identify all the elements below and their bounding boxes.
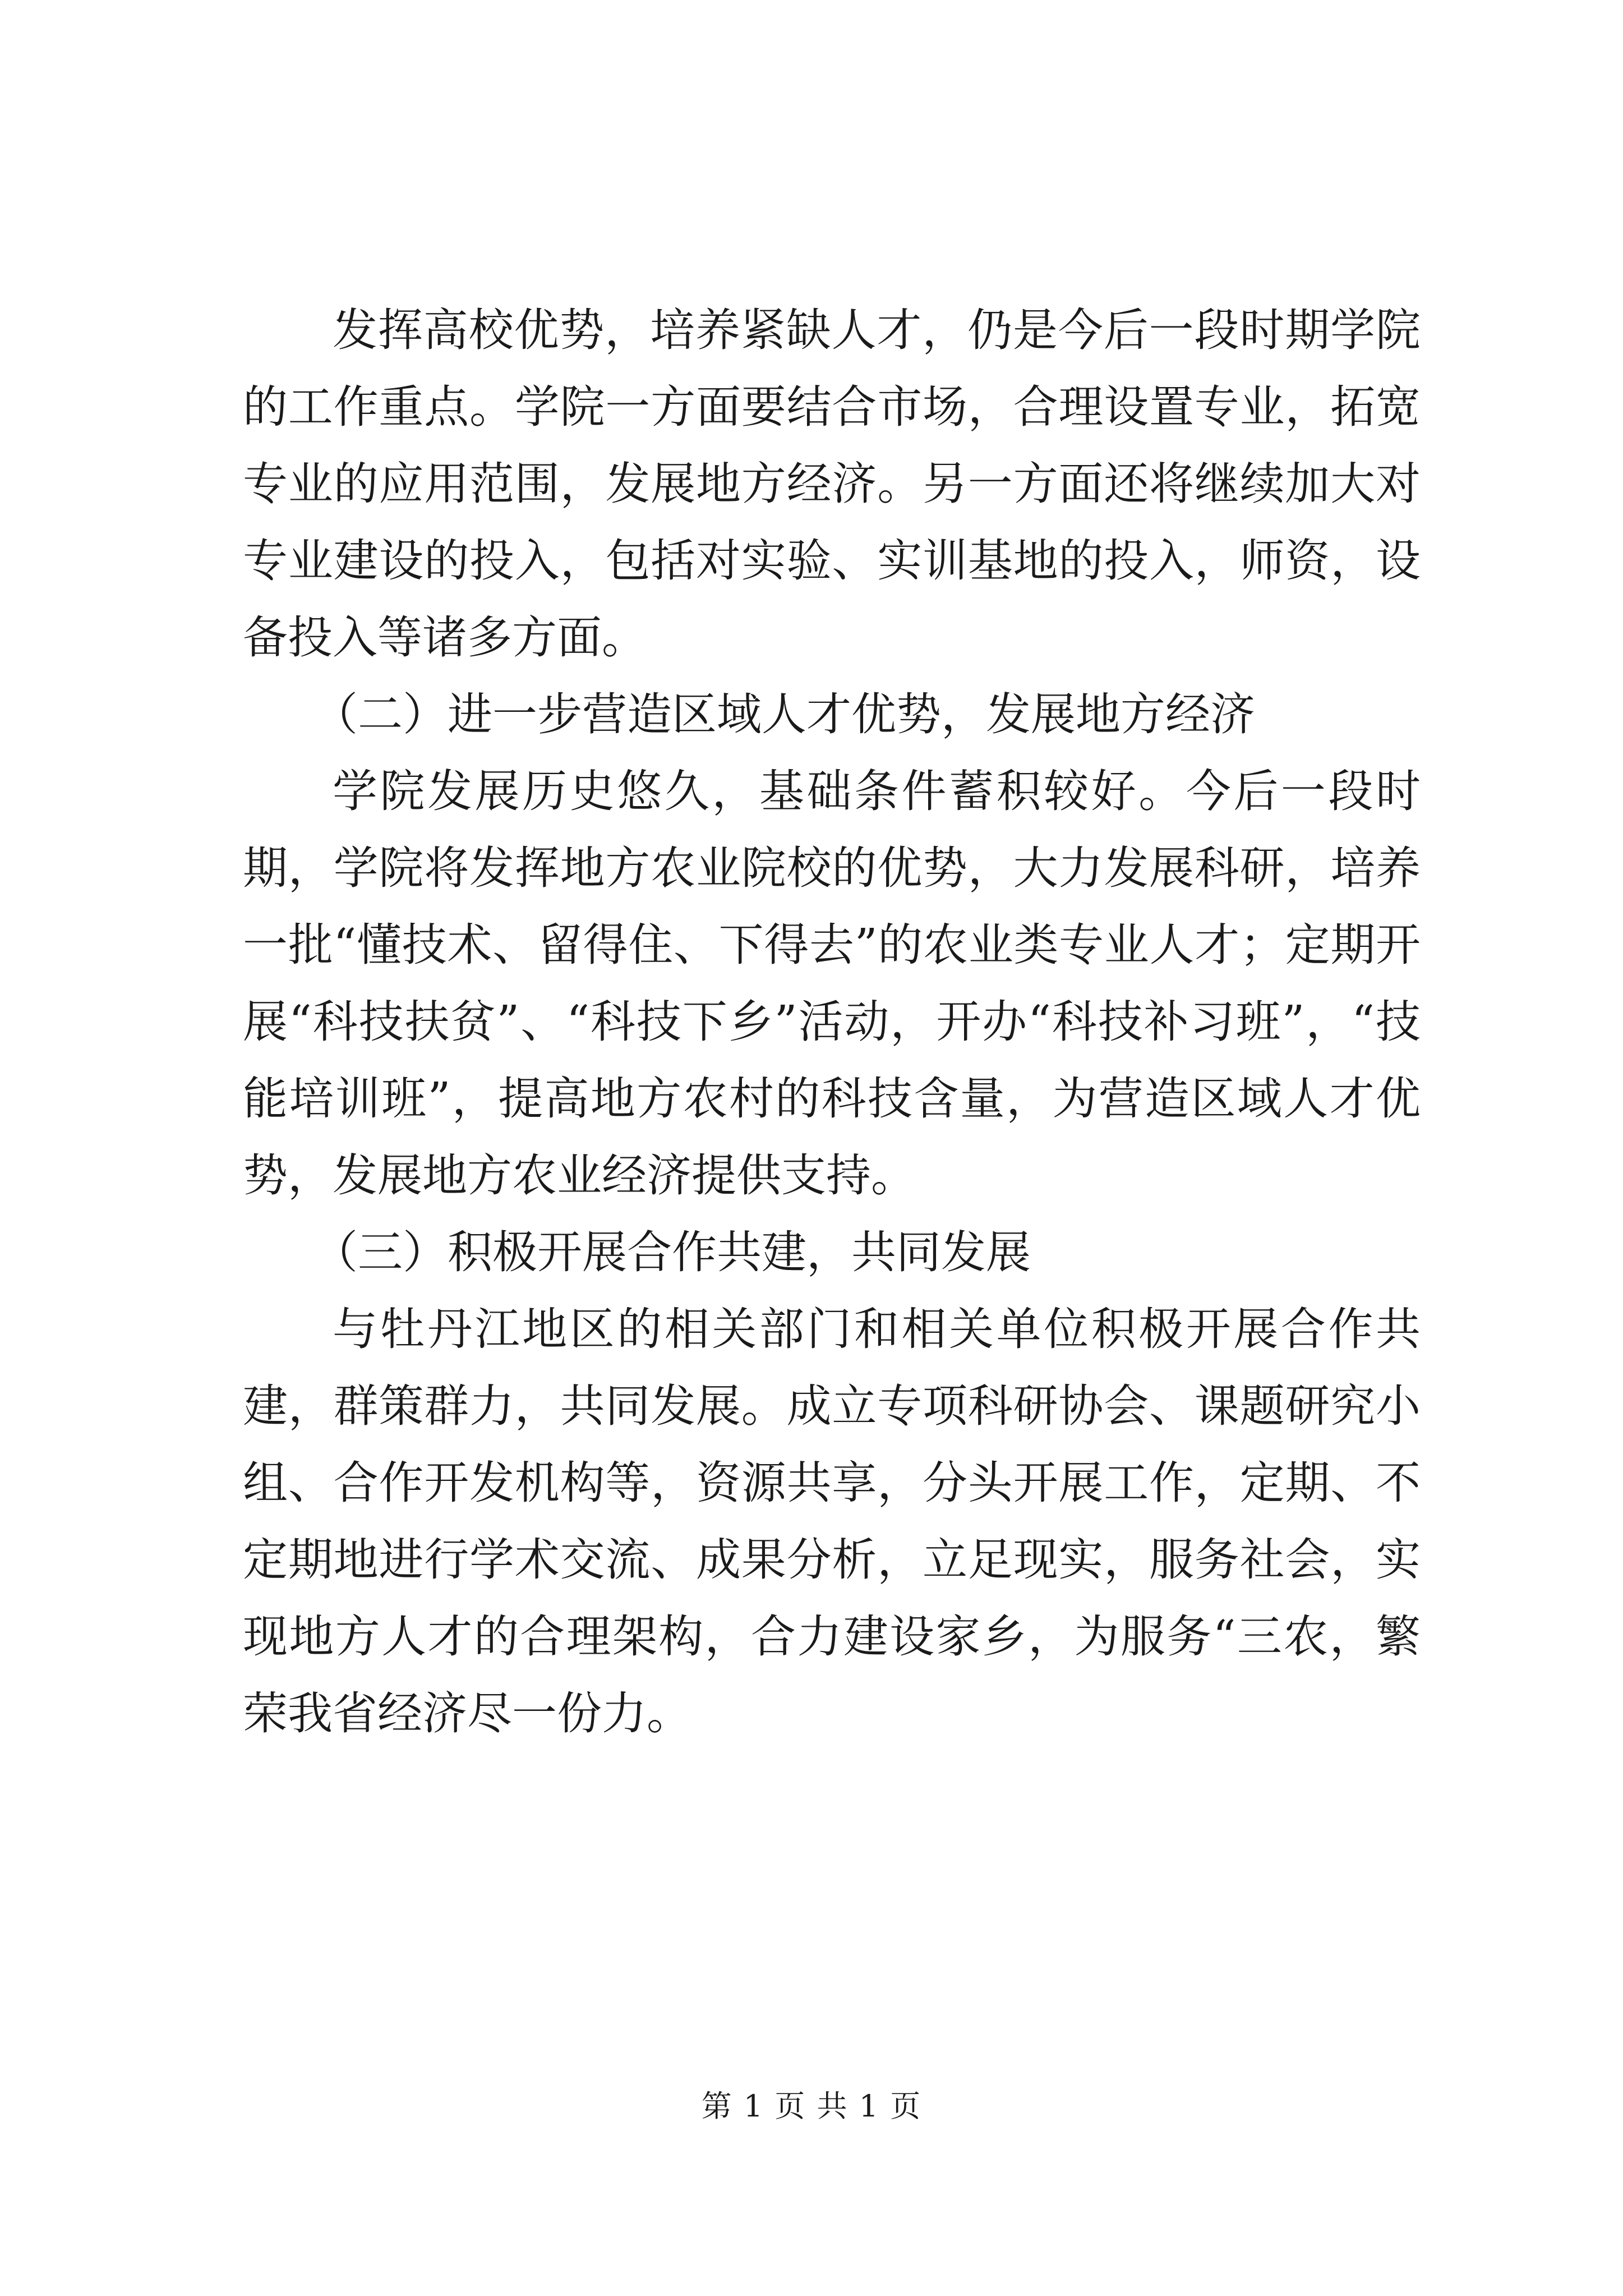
- section-heading-regional-talent: （二）进一步营造区域人才优势，发展地方经济: [313, 688, 1255, 740]
- page-footer: [0, 2084, 1623, 2129]
- paragraph-regional-talent: 学院发展历史悠久，基础条件蓄积较好。今后一段时期，学院将发挥地方农业院校的优势，大力发展科研，培养一批“懂技术、留得住、下得去”的农业类专业人才；定期开展“科技扶贫”、“科技下乡”活动，开办“科技补习班”，“技能培训班”，提高地方农村的科技含量，为营造区域人才优势，发展地方农业经济提供支持。: [243, 765, 1421, 1202]
- section-heading-cooperation: （三）积极开展合作共建，共同发展: [313, 1226, 1031, 1278]
- paragraph-cooperation: 与牡丹江地区的相关部门和相关单位积极开展合作共建，群策群力，共同发展。成立专项科研协会、课题研究小组、合作开发机构等，资源共享，分头开展工作，定期、不定期地进行学术交流、成果分析，立足现实，服务社会，实现地方人才的合理架构，合力建设家乡，为服务“三农，繁荣我省经济尽一份力。: [243, 1303, 1421, 1740]
- paragraph-talent-cultivation: 发挥高校优势，培养紧缺人才，仍是今后一段时期学院的工作重点。学院一方面要结合市场，合理设置专业，拓宽专业的应用范围，发展地方经济。另一方面还将继续加大对专业建设的投入，包括对实验、实训基地的投入，师资，设备投入等诸多方面。: [243, 304, 1421, 664]
- document-body: [243, 292, 1421, 1752]
- page-number-label: 第 1 页 共 1 页: [701, 2088, 922, 2124]
